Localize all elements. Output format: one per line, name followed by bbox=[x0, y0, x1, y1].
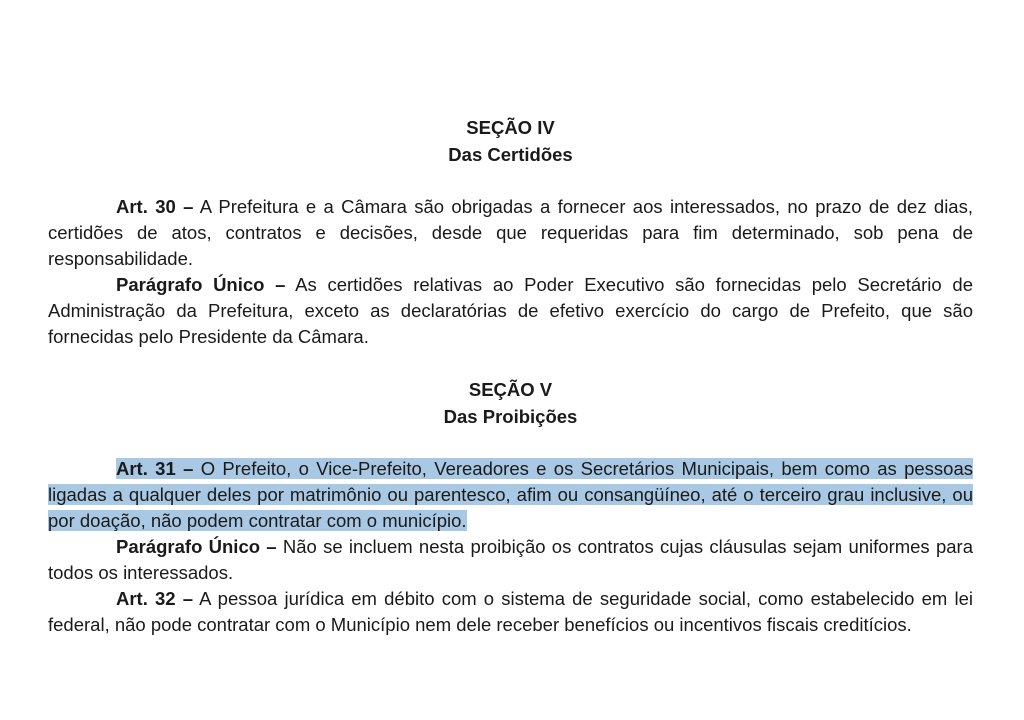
art-30-label: Art. 30 – bbox=[116, 196, 194, 217]
art-31-paragrafo-label: Parágrafo Único – bbox=[116, 536, 277, 557]
section-v-heading bbox=[48, 376, 973, 430]
art-30-paragraph[interactable] bbox=[48, 194, 973, 272]
art-30-paragrafo-label: Parágrafo Único – bbox=[116, 274, 286, 295]
art-30-paragrafo-unico[interactable] bbox=[48, 272, 973, 350]
section-iv-subtitle: Das Certidões bbox=[448, 144, 573, 165]
art-31-paragrafo-text: Não se incluem nesta proibição os contratos cujas cláusulas sejam uniformes para todos os interessados. bbox=[48, 536, 973, 583]
section-iv-title: SEÇÃO IV bbox=[466, 117, 555, 138]
document-page bbox=[48, 114, 973, 638]
art-31-paragrafo-unico[interactable] bbox=[48, 534, 973, 586]
art-31-label: Art. 31 – bbox=[116, 458, 194, 479]
art-30-text: A Prefeitura e a Câmara são obrigadas a fornecer aos interessados, no prazo de dez dias, certidões de atos, contratos e decisões, desde que requeridas para fim determinado, sob pena de responsabilidade. bbox=[48, 196, 973, 269]
art-32-paragraph[interactable] bbox=[48, 586, 973, 638]
section-v-title: SEÇÃO V bbox=[468, 379, 553, 400]
art-32-label: Art. 32 – bbox=[116, 588, 194, 609]
section-iv-heading bbox=[48, 114, 973, 168]
art-32-text: A pessoa jurídica em débito com o sistema de seguridade social, como estabelecido em lei federal, não pode contratar com o Município nem dele receber benefícios ou incentivos fiscais creditícios. bbox=[48, 588, 973, 635]
art-31-paragraph-selected[interactable] bbox=[48, 456, 973, 534]
section-v-subtitle: Das Proibições bbox=[443, 406, 578, 427]
art-30-paragrafo-text: As certidões relativas ao Poder Executivo são fornecidas pelo Secretário de Administração da Prefeitura, exceto as declaratórias de efetivo exercício do cargo de Prefeito, que são fornecidas pelo Presidente da Câmara. bbox=[48, 274, 973, 347]
art-31-text: O Prefeito, o Vice-Prefeito, Vereadores e os Secretários Municipais, bem como as pessoas ligadas a qualquer deles por matrimônio ou parentesco, afim ou consangüíneo, até o terceiro grau inclusive, ou por doação, não podem contratar com o município. bbox=[48, 458, 974, 531]
